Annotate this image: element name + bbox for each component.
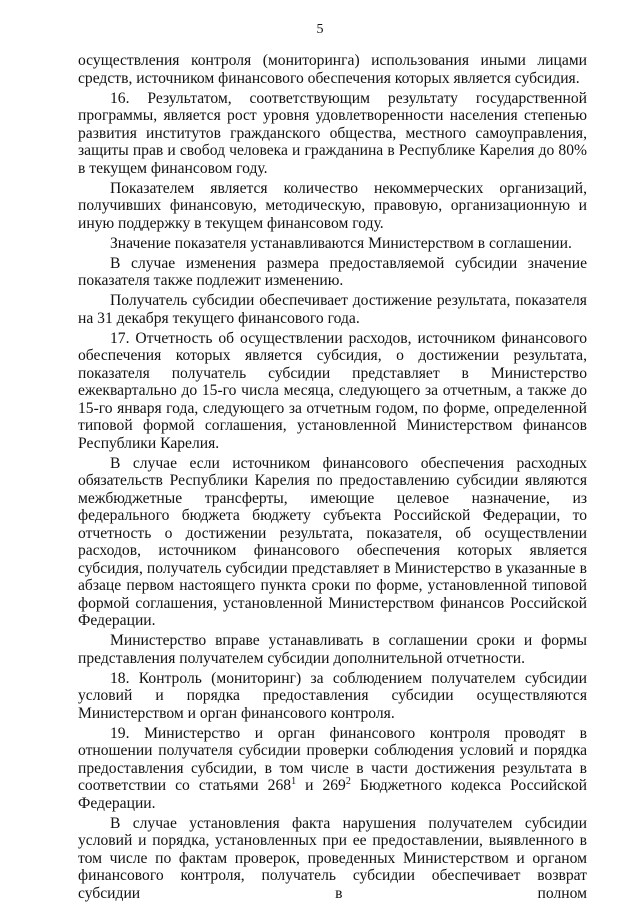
paragraph-19-text-before: 19. Министерство и орган финансового контроля проводят в отношении получателя субсидии проверки соблюдения условий и порядка предоставления субсидии, в том числе в части достижения результата в соответствии со статьями 268 [78,724,587,794]
paragraph-18-control: 18. Контроль (мониторинг) за соблюдением получателем субсидии условий и порядка предоставления субсидии осуществляются Министерством и орган финансового контроля. [78,669,587,722]
page-number: 5 [316,22,324,37]
footnote-superscript-269: 2 [345,775,351,787]
footnote-superscript-268: 1 [291,775,297,787]
paragraph-additional-reporting: Министерство вправе устанавливать в соглашении сроки и формы представления получателем субсидии дополнительной отчетности. [78,632,587,667]
paragraph-subsidy-change: В случае изменения размера предоставляемой субсидии значение показателя также подлежит изменению. [78,254,587,289]
paragraph-control-monitoring-continued: осуществления контроля (мониторинга) использования иными лицами средств, источником финансового обеспечения которых является субсидия. [78,52,587,87]
paragraph-19-inspections [78,725,587,813]
paragraph-19-text-middle: и 269 [296,777,346,794]
paragraph-federal-transfers: В случае если источником финансового обеспечения расходных обязательств Республики Карелия по предоставлению субсидии являются межбюджетные трансферты, имеющие целевое назначение, из федерального бюджета бюджету субъекта Российской Федерации, то отчетность о достижении результата, показателя, об осуществлении расходов, источником финансового обеспечения которых является субсидия, получатель субсидии представляет в Министерство в указанные в абзаце первом настоящего пункта сроки по форме, установленной типовой формой соглашения, установленной Министерством финансов Российской Федерации. [78,454,587,629]
paragraph-violation-refund: В случае установления факта нарушения получателем субсидии условий и порядка, установленных при ее предоставлении, выявленного в том числе по фактам проверок, проведенных Министерством и органом финансового контроля, получатель субсидии обеспечивает возврат субсидии в полном [78,814,587,902]
document-body [78,52,587,905]
paragraph-indicator: Показателем является количество некоммерческих организаций, получивших финансовую, методическую, правовую, организационную и иную поддержку в текущем финансовом году. [78,179,587,232]
paragraph-17-reporting: 17. Отчетность об осуществлении расходов, источником финансового обеспечения которых является субсидия, о достижении результата, показателя получатель субсидии представляет в Министерство ежеквартально до 15-го числа месяца, следующего за отчетным, а также до 15-го января года, следующего за отчетным годом, по форме, определенной типовой формой соглашения, установленной Министерством финансов Республики Карелия. [78,329,587,452]
paragraph-recipient-achievement: Получатель субсидии обеспечивает достижение результата, показателя на 31 декабря текущего финансового года. [78,292,587,327]
paragraph-19-text-after: Бюджетного кодекса Российской Федерации. [78,777,587,812]
paragraph-16-result: 16. Результатом, соответствующим результату государственной программы, является рост уровня удовлетворенности населения степенью развития институтов гражданского общества, местного самоуправления, защиты прав и свобод человека и гражданина в Республике Карелия до 80% в текущем финансовом году. [78,89,587,177]
paragraph-indicator-value: Значение показателя устанавливаются Министерством в соглашении. [110,234,572,252]
